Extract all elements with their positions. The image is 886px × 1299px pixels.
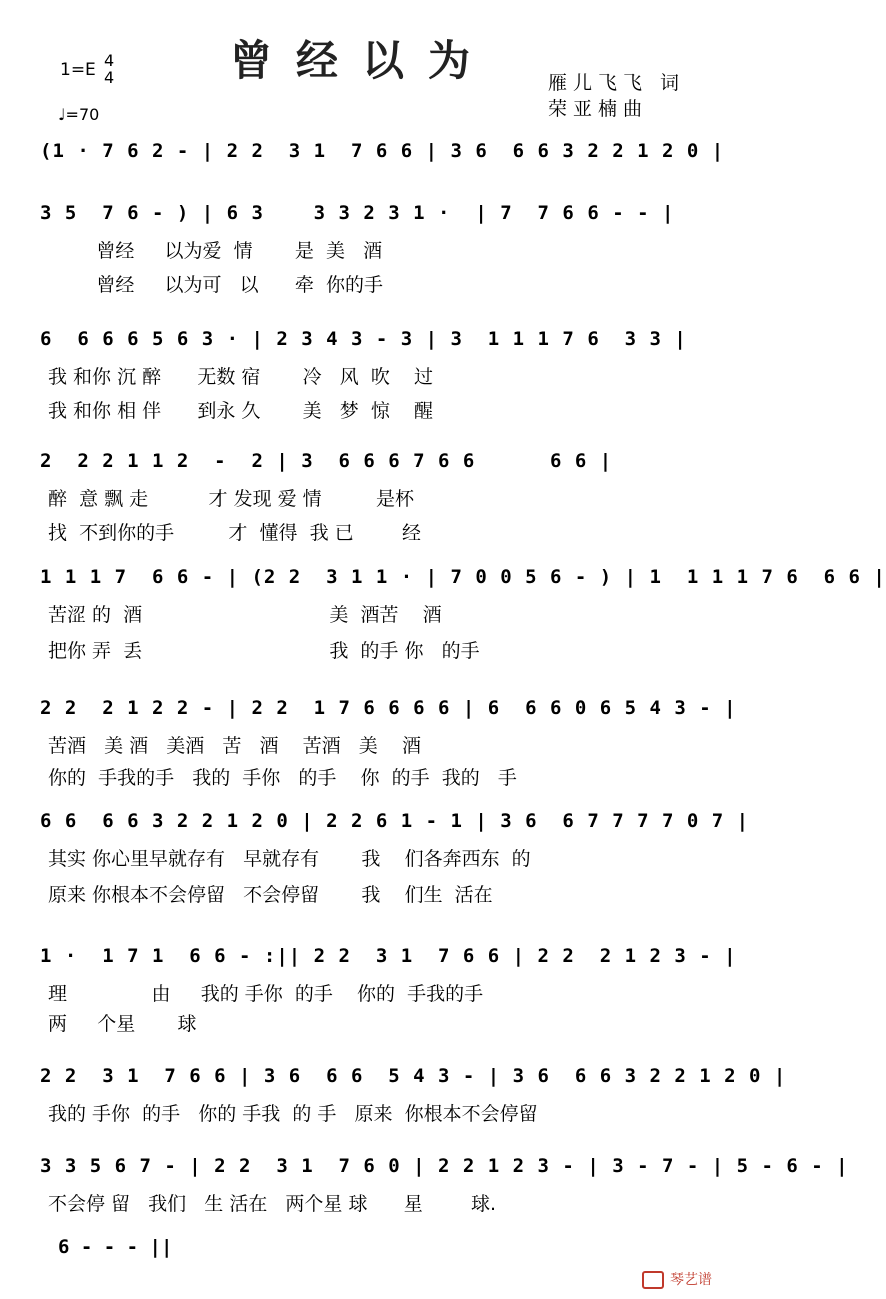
lyrics-verse-1: 苦涩 的 酒 美 酒苦 酒 — [48, 604, 442, 626]
watermark-text: 琴艺谱 — [670, 1272, 712, 1288]
notes-line: 2 2 2 1 1 2 - 2 | 3 6 6 6 7 6 6 6 6 | — [40, 450, 613, 472]
composer-credit: 荣亚楠曲 — [548, 98, 649, 120]
tempo-marking: ♩=70 — [58, 105, 100, 124]
time-numerator: 4 — [104, 51, 115, 70]
notes-line: 1 · 1 7 1 6 6 - :|| 2 2 3 1 7 6 6 | 2 2 2 1 2 3 - | — [40, 945, 737, 967]
lyrics-verse-2: 你的 手我的手 我的 手你 的手 你 的手 我的 手 — [48, 767, 517, 789]
notes-line: 6 6 6 6 3 2 2 1 2 0 | 2 2 6 1 - 1 | 3 6 6 7 7 7 7 0 7 | — [40, 810, 750, 832]
final-measure: 6 - - - || — [58, 1236, 173, 1258]
lyrics-verse-1: 苦酒 美 酒 美酒 苦 酒 苦酒 美 酒 — [48, 735, 421, 757]
watermark-logo — [642, 1269, 712, 1289]
lyrics-verse-1: 不会停 留 我们 生 活在 两个星 球 星 球. — [48, 1193, 497, 1215]
logo-icon — [642, 1271, 664, 1289]
notes-line: 2 2 3 1 7 6 6 | 3 6 6 6 5 4 3 - | 3 6 6 6 3 2 2 1 2 0 | — [40, 1065, 787, 1087]
lyrics-verse-1: 我 和你 沉 醉 无数 宿 冷 风 吹 过 — [48, 366, 434, 388]
lyrics-verse-2: 曾经 以为可 以 牵 你的手 — [48, 274, 383, 296]
lyrics-verse-2: 把你 弄 丢 我 的手 你 的手 — [48, 640, 480, 662]
notes-line: 6 6 6 6 5 6 3 · | 2 3 4 3 - 3 | 3 1 1 1 7 6 3 3 | — [40, 328, 687, 350]
notes-line: 1 1 1 7 6 6 - | (2 2 3 1 1 · | 7 0 0 5 6 - ) | 1 1 1 1 7 6 6 6 | — [40, 566, 886, 588]
time-denominator: 4 — [104, 68, 115, 87]
lyrics-verse-2: 两 个星 球 — [48, 1013, 197, 1035]
lyricist-credit: 雁儿飞飞 词 — [548, 72, 686, 94]
song-title: 曾经以为 — [229, 36, 494, 85]
notes-line: 3 5 7 6 - ) | 6 3 3 3 2 3 1 · | 7 7 6 6 - - | — [40, 202, 675, 224]
notes-line: 2 2 2 1 2 2 - | 2 2 1 7 6 6 6 6 | 6 6 6 0 6 5 4 3 - | — [40, 697, 737, 719]
time-signature — [104, 52, 114, 86]
notes-line: 3 3 5 6 7 - | 2 2 3 1 7 6 0 | 2 2 1 2 3 - | 3 - 7 - | 5 - 6 - | — [40, 1155, 849, 1177]
key-signature: 1=E — [60, 60, 96, 80]
lyrics-verse-1: 我的 手你 的手 你的 手我 的 手 原来 你根本不会停留 — [48, 1103, 538, 1125]
lyrics-verse-2: 我 和你 相 伴 到永 久 美 梦 惊 醒 — [48, 400, 434, 422]
lyrics-verse-1: 曾经 以为爱 情 是 美 酒 — [48, 240, 383, 262]
lyrics-verse-1: 理 由 我的 手你 的手 你的 手我的手 — [48, 983, 484, 1005]
lyrics-verse-2: 原来 你根本不会停留 不会停留 我 们生 活在 — [48, 884, 493, 906]
notes-line: (1 · 7 6 2 - | 2 2 3 1 7 6 6 | 3 6 6 6 3 2 2 1 2 0 | — [40, 140, 725, 162]
lyrics-verse-1: 其实 你心里早就存有 早就存有 我 们各奔西东 的 — [48, 848, 531, 870]
lyrics-verse-2: 找 不到你的手 才 懂得 我 已 经 — [48, 522, 421, 544]
lyrics-verse-1: 醉 意 飘 走 才 发现 爱 情 是杯 — [48, 488, 415, 510]
